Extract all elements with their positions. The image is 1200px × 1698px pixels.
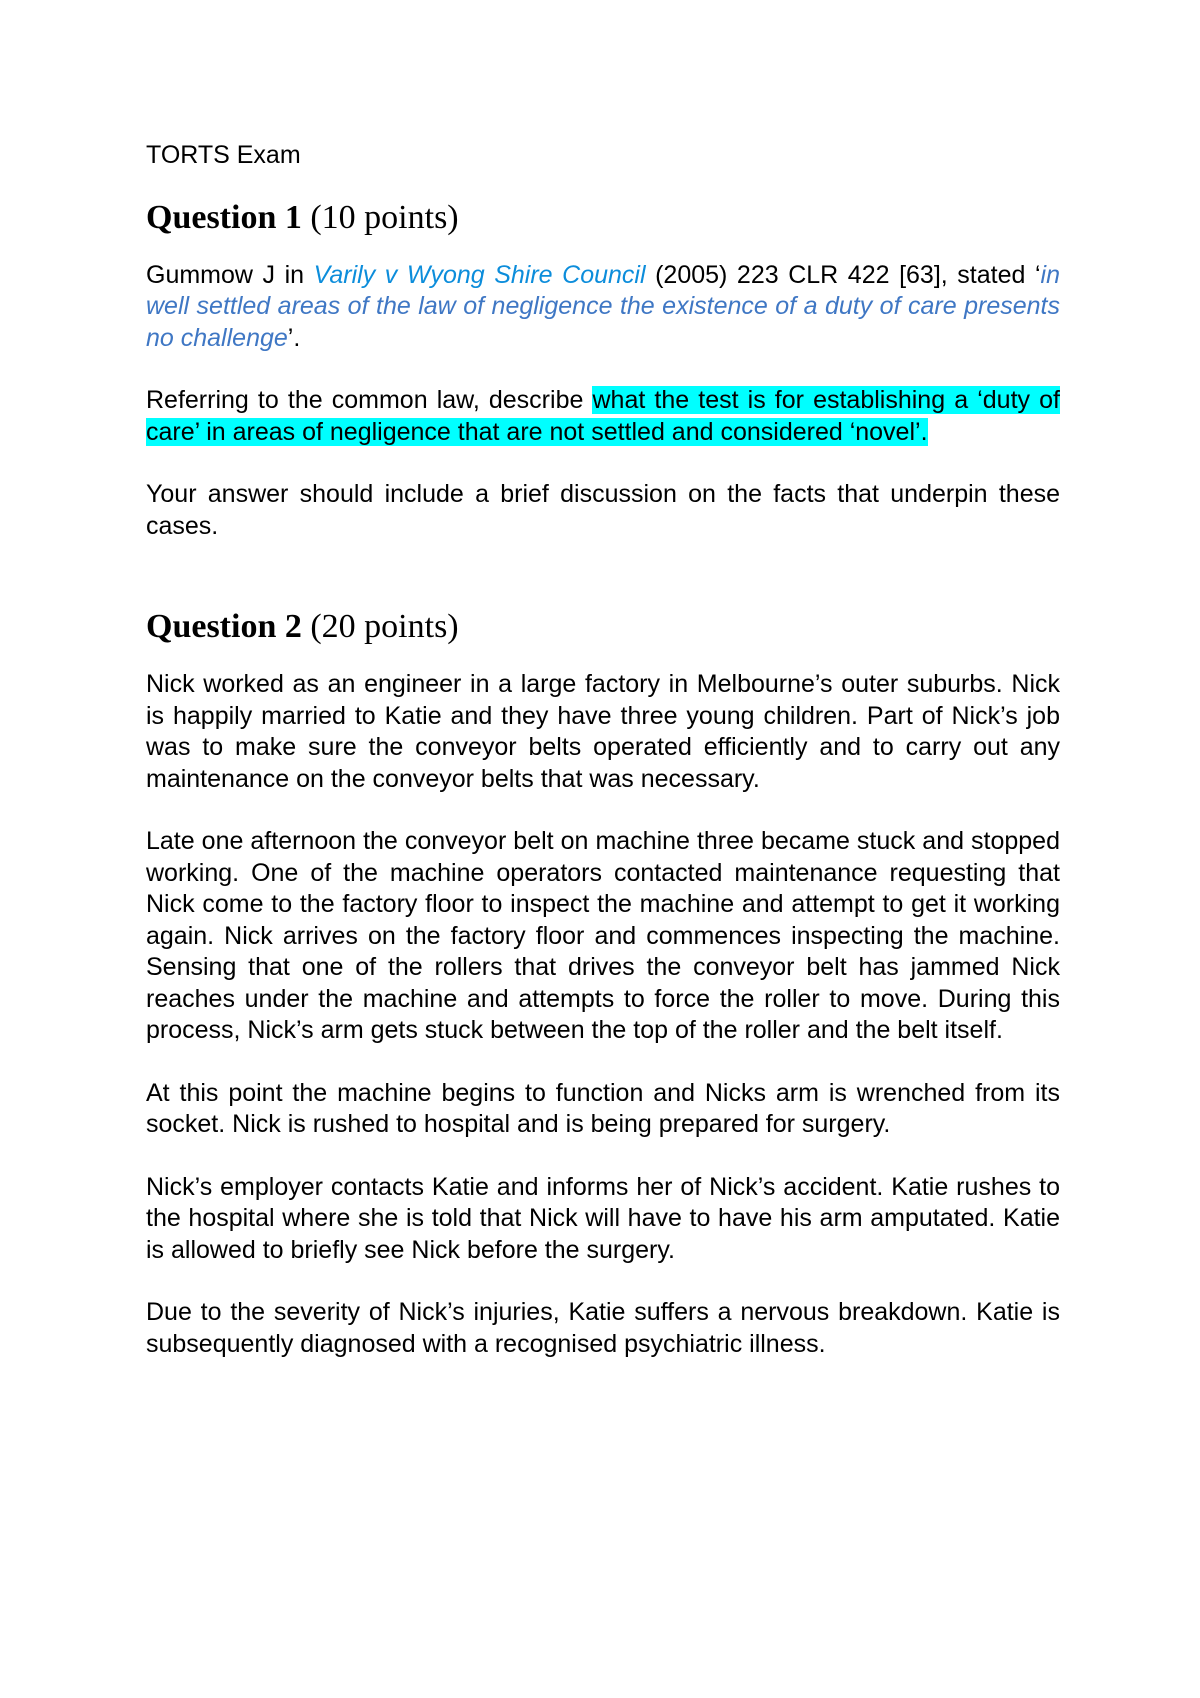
q1-p2-lead: Referring to the common law, describe xyxy=(146,386,593,414)
highlighted-text: what the test is for establishing a ‘duty of care’ in areas of negligence that are not settled and considered ‘novel’. xyxy=(146,386,1060,446)
question-2-paragraph-2: Late one afternoon the conveyor belt on machine three became stuck and stopped working. One of the machine operators contacted maintenance requesting that Nick come to the factory floor to inspect the machine and attempt to get it working again. Nick arrives on the factory floor and commences inspecting the machine. Sensing that one of the rollers that drives the conveyor belt has jammed Nick reaches under the machine and attempts to force the roller to move. During this process, Nick’s arm gets stuck between the top of the roller and the belt itself. xyxy=(146,827,1060,1044)
section-spacer xyxy=(146,573,1060,607)
question-2-points: (20 points) xyxy=(310,608,459,645)
question-1-paragraph-1 xyxy=(146,260,1060,355)
question-1-paragraph-2 xyxy=(146,385,1060,448)
question-2-paragraph-5: Due to the severity of Nick’s injuries, Katie suffers a nervous breakdown. Katie is subsequently diagnosed with a recognised psychiatric illness. xyxy=(146,1298,1060,1358)
question-1-points: (10 points) xyxy=(310,198,459,236)
question-1-paragraph-3: Your answer should include a brief discussion on the facts that underpin these cases. xyxy=(146,480,1060,540)
document-body xyxy=(146,140,1060,1391)
question-2-paragraph-4: Nick’s employer contacts Katie and informs her of Nick’s accident. Katie rushes to the hospital where she is told that Nick will have to have his arm amputated. Katie is allowed to briefly see Nick before the surgery. xyxy=(146,1172,1060,1264)
question-2-title: Question 2 xyxy=(146,608,302,645)
document-label: TORTS Exam xyxy=(146,141,301,169)
q1-p1-intro: Gummow J in xyxy=(146,260,314,289)
case-name: Varily v Wyong Shire Council xyxy=(313,260,646,289)
question-2-paragraph-1: Nick worked as an engineer in a large factory in Melbourne’s outer suburbs. Nick is happily married to Katie and they have three young children. Part of Nick’s job was to make sure the conveyor belts operated efficiently and to carry out any maintenance on the conveyor belts that was necessary. xyxy=(146,670,1060,793)
q1-p1-citation: (2005) 223 CLR 422 [63], stated ‘ xyxy=(645,260,1041,289)
question-2-heading xyxy=(146,607,1060,647)
question-2-paragraph-3: At this point the machine begins to function and Nicks arm is wrenched from its socket. Nick is rushed to hospital and is being prepared for surgery. xyxy=(146,1078,1060,1138)
question-1-heading xyxy=(146,198,1060,238)
question-1-title: Question 1 xyxy=(146,198,302,236)
q1-p1-closing: ’. xyxy=(287,323,301,352)
quoted-passage: in well settled areas of the law of negligence the existence of a duty of care presents no challenge xyxy=(146,260,1060,352)
